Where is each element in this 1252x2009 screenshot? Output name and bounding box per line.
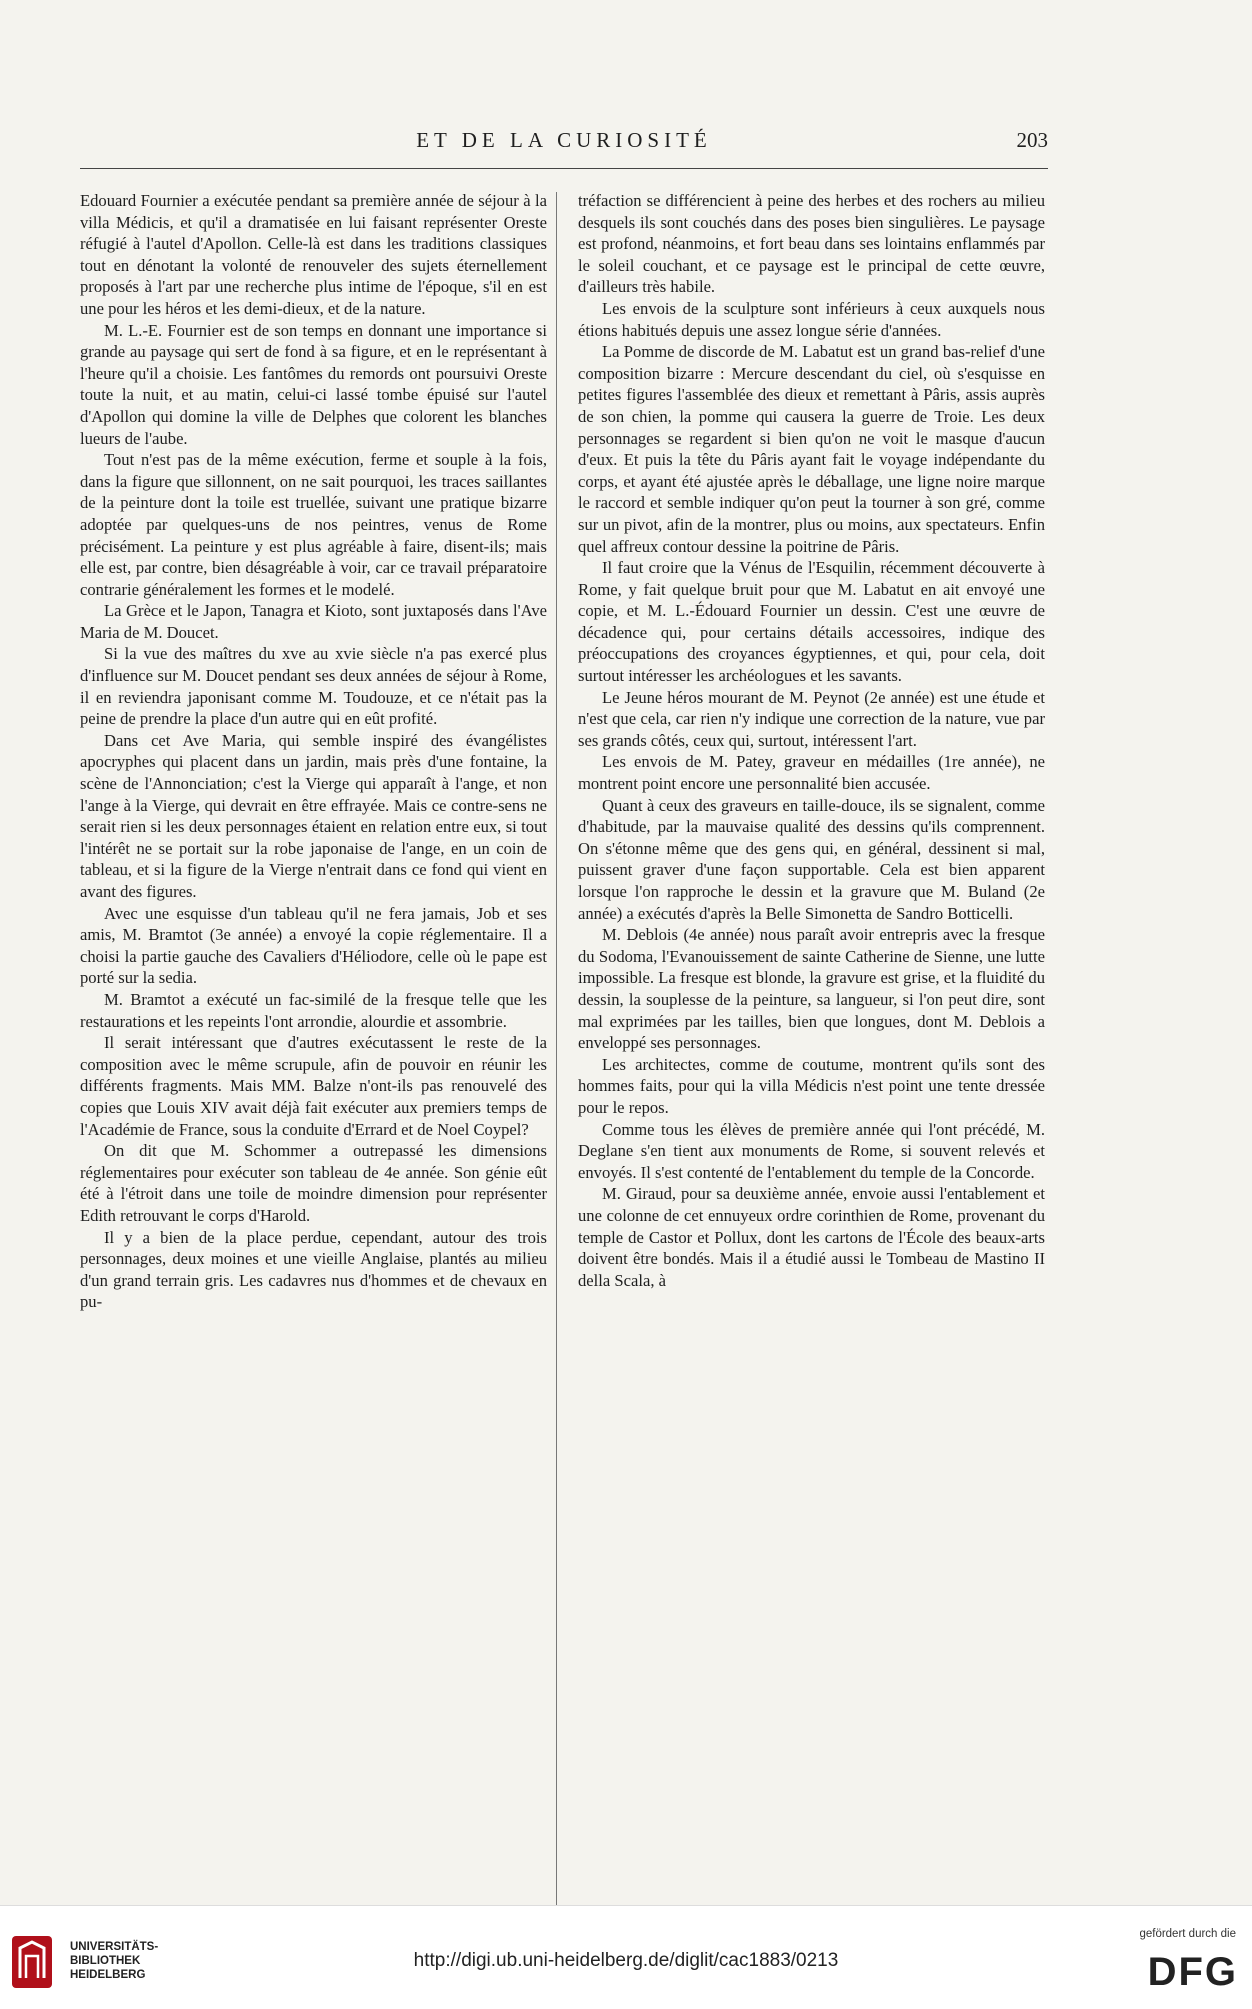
dfg-logo: DFG [1147,1950,1238,1994]
paragraph: Les envois de M. Patey, graveur en médailles (1re année), ne montrent point encore une personnalité bien accusée. [578,752,1045,794]
paragraph: Avec une esquisse d'un tableau qu'il ne fera jamais, Job et ses amis, M. Bramtot (3e année) a envoyé la copie réglementaire. Il a choisi la partie gauche des Cavaliers d'Héliodore, celle où le pape est porté sur la sedia. [80,903,547,988]
running-title: ET DE LA CURIOSITÉ [416,128,712,152]
funded-by-label: gefördert durch die [1139,1928,1236,1940]
paragraph: Quant à ceux des graveurs en taille-douce, ils se signalent, comme d'habitude, par la mauvaise qualité des dessins qu'ils comprennent. On s'étonne même que des gens qui, en général, dessinent si mal, puissent graver d'une façon supportable. Cela est bien apparent lorsque l'on rapproche le dessin et la gravure que M. Buland (2e année) a exécutés d'après la Belle Simonetta de Sandro Botticelli. [578,795,1045,923]
paragraph: M. Deblois (4e année) nous paraît avoir entrepris avec la fresque du Sodoma, l'Evanouissement de sainte Catherine de Sienne, une lutte impossible. La fresque est blonde, la gravure est grise, et la fluidité du dessin, la souplesse de la peinture, sa langueur, si l'on peut dire, sont mal exprimées par les tailles, bien que longues, dont M. Deblois a enveloppé ses personnages. [578,925,1045,1053]
library-name-line: BIBLIOTHEK [70,1955,141,1967]
paragraph: Comme tous les élèves de première année qui l'ont précédé, M. Deglane s'en tient aux monuments de Rome, si souvent relevés et envoyés. Il s'est contenté de l'entablement du temple de la Concorde. [578,1119,1045,1182]
permalink-url[interactable]: http://digi.ub.uni-heidelberg.de/diglit/cac1883/0213 [413,1950,839,1971]
paragraph: M. Bramtot a exécuté un fac-similé de la fresque telle que les restaurations et les repeints l'ont arrondie, alourdie et assombrie. [80,989,547,1031]
paragraph: Tout n'est pas de la même exécution, ferme et souple à la fois, dans la figure que sillonnent, on ne sait pourquoi, les traces saillantes de la peinture dont la toile est truellée, suivant une pratique bizarre adoptée par quelques-uns de nos peintres, venus de Rome précisément. La peinture y est plus agréable à faire, disent-ils; mais elle est, par contre, bien désagréable à voir, car ce travail préparatoire contrarie généralement les formes et le modelé. [80,450,547,599]
header-rule [80,168,1048,169]
page-header [80,118,1048,158]
digitization-footer [0,1905,1252,2009]
paragraph: Si la vue des maîtres du xve au xvie siècle n'a pas exercé plus d'influence sur M. Doucet pendant ses deux années de séjour à Rome, il en reviendra japonisant comme M. Toudouze, et ce n'était pas la peine de prendre la place d'un autre qui en eût profité. [80,644,547,729]
paragraph: Les architectes, comme de coutume, montrent qu'ils sont des hommes faits, pour qui la villa Médicis n'est point une tente dressée pour le repos. [578,1054,1045,1117]
paragraph: Edouard Fournier a exécutée pendant sa première année de séjour à la villa Médicis, et qu'il a dramatisée en lui faisant représenter Oreste réfugié à l'autel d'Apollon. Celle-là est dans les traditions classiques tout en dénotant la volonté de renouveler des sujets éternellement proposés à l'art par une recherche plus intime de l'époque, s'il en est une pour les héros et les demi-dieux, et de la nature. [80,191,547,318]
paragraph: Il serait intéressant que d'autres exécutassent le reste de la composition avec le même scrupule, afin de pouvoir en réunir les différents fragments. Mais MM. Balze n'ont-ils pas renouvelé des copies que Louis XIV avait déjà fait exécuter aux premiers temps de l'Académie de France, sous la conduite d'Errard et de Noel Coypel? [80,1033,547,1139]
paragraph: Il faut croire que la Vénus de l'Esquilin, récemment découverte à Rome, y fait quelque bruit pour que M. Labatut en ait envoyé une copie, et M. L.-Édouard Fournier un dessin. C'est une œuvre de décadence qui, pour certains détails accessoires, indique des préoccupations des croyances égyptiennes, et qui, pour cela, doit surtout intéresser les archéologues et les savants. [578,558,1045,686]
paragraph: La Grèce et le Japon, Tanagra et Kioto, sont juxtaposés dans l'Ave Maria de M. Doucet. [80,601,547,642]
paragraph: M. Giraud, pour sa deuxième année, envoie aussi l'entablement et une colonne de cet ennuyeux ordre corinthien de Rome, provenant du temple de Castor et Pollux, dont les cartons de l'École des beaux-arts doivent être bondés. Mais il a étudié aussi le Tombeau de Mastino II della Scala, à [578,1184,1045,1290]
paragraph: On dit que M. Schommer a outrepassé les dimensions réglementaires pour exécuter son tableau de 4e année. Son génie eût été à l'étroit dans une toile de moindre dimension pour représenter Edith retrouvant le corps d'Harold. [80,1141,547,1225]
library-name-line: HEIDELBERG [70,1969,146,1981]
right-column [578,190,1045,1291]
left-column [80,190,547,1313]
paragraph: tréfaction se différencient à peine des herbes et des rochers au milieu desquels ils sont couchés dans des poses bien singulières. Le paysage est profond, néanmoins, et fort beau dans ses lointains enflammés par le soleil couchant, et ce paysage est le principal de cette œuvre, d'ailleurs très habile. [578,191,1045,297]
paragraph: Les envois de la sculpture sont inférieurs à ceux auxquels nous étions habitués depuis une assez longue série d'années. [578,298,1045,340]
column-divider [556,192,557,1907]
paragraph: Dans cet Ave Maria, qui semble inspiré des évangélistes apocryphes qui placent dans un jardin, mais près d'une fontaine, la scène de l'Annonciation; c'est la Vierge qui apparaît à l'ange, et non l'ange à la Vierge, qui devrait en être effrayée. Mais ce contre-sens ne serait rien si les deux personnages étaient en relation entre eux, si tout l'intérêt ne se portait sur la robe japonaise de l'ange, en un coin de tableau, et si la figure de la Vierge n'entrait dans ce fond qui vient en avant des figures. [80,730,547,901]
paragraph: Le Jeune héros mourant de M. Peynot (2e année) est une étude et n'est que cela, car rien n'y indique une correction de la nature, vue par ses grands côtés, ceux qui, surtout, intéressent l'art. [578,687,1045,750]
library-name-line: UNIVERSITÄTS- [70,1941,159,1953]
page-number: 203 [1016,128,1048,152]
paragraph: Il y a bien de la place perdue, cependant, autour des trois personnages, deux moines et une vieille Anglaise, plantés au milieu d'un grand terrain gris. Les cadavres nus d'hommes et de chevaux en pu- [80,1227,547,1312]
paragraph: M. L.-E. Fournier est de son temps en donnant une importance si grande au paysage qui sert de fond à sa figure, et en le représentant à l'heure qu'il a choisie. Les fantômes du remords ont poursuivi Oreste toute la nuit, et au matin, celui-ci lassé tombe épuisé sur l'autel d'Apollon qui domine la ville de Delphes que colorent les blanches lueurs de l'aube. [80,320,547,448]
paragraph: La Pomme de discorde de M. Labatut est un grand bas-relief d'une composition bizarre : Mercure descendant du ciel, où s'esquisse en petites figures l'assemblée des dieux et remettant à Pâris, assis auprès de son chien, la pomme qui causera la guerre de Troie. Les deux personnages se regardent si bien qu'on ne voit le masque d'aucun d'eux. Et puis la tête du Pâris ayant fait le voyage indépendante du corps, et ayant été ajustée après le déballage, une ligne noire marque le raccord et semble indiquer qu'on peut la tourner à son gré, comme sur un pivot, afin de la montrer, plus ou moins, aux spectateurs. Enfin quel affreux contour dessine la poitrine de Pâris. [578,342,1045,556]
